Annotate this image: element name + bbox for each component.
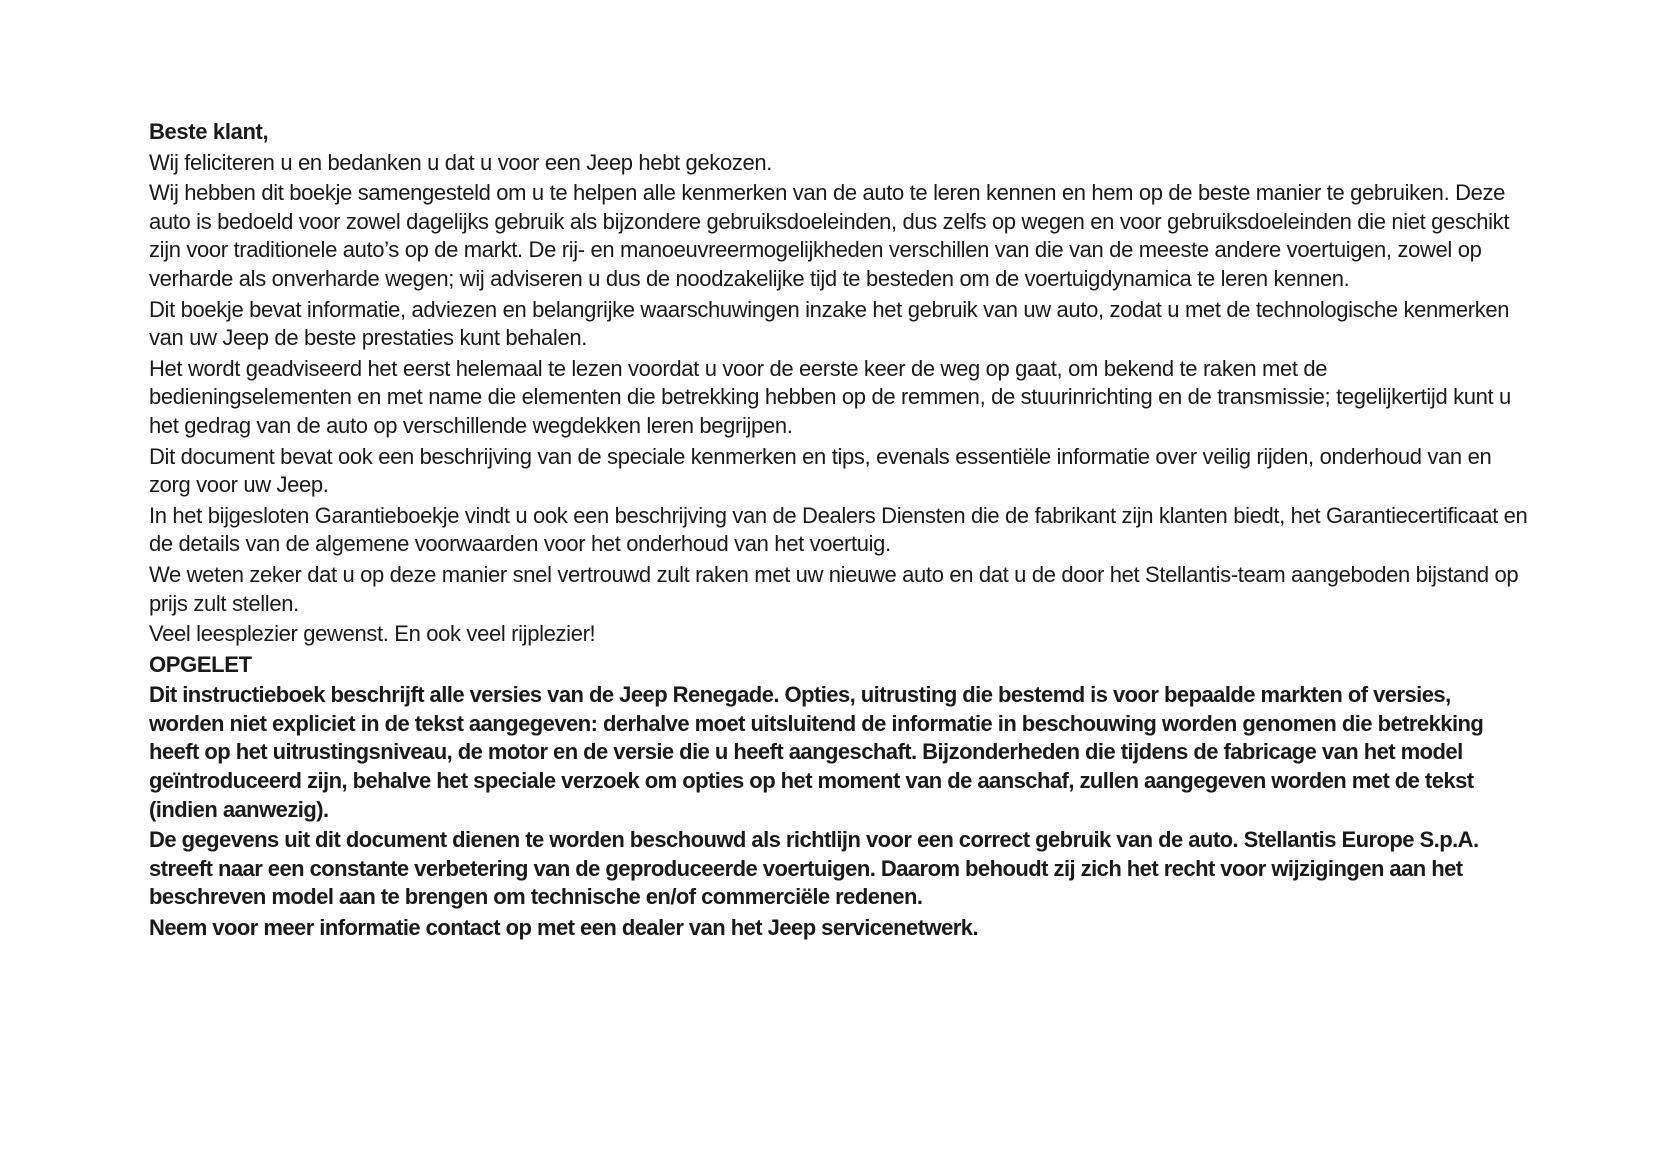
paragraph-purpose: Wij hebben dit boekje samengesteld om u te helpen alle kenmerken van de auto te leren kennen en hem op de beste manier te gebruiken. Deze auto is bedoeld voor zowel dagelijks gebruik als bijzondere gebruiksdoeleinden, dus zelfs op wegen en voor gebruiksdoeleinden die niet geschikt zijn voor traditionele auto’s op de markt. De rij- en manoeuvreermogelijkheden verschillen van die van de meeste andere voertuigen, zowel op verharde als onverharde wegen; wij adviseren u dus de noodzakelijke tijd te besteden om de voertuigdynamica te leren kennen. [149, 180, 1510, 291]
notice-guideline: De gegevens uit dit document dienen te worden beschouwd als richtlijn voor een correct gebruik van de auto. Stellantis Europe S.p.A. streeft naar een constante verbetering van de geproduceerde voertuigen. Daarom behoudt zij zich het recht voor wijzigingen aan het beschreven model aan te brengen om technische en/of commerciële redenen. [149, 827, 1479, 910]
paragraph-assurance: We weten zeker dat u op deze manier snel vertrouwd zult raken met uw nieuwe auto en dat u de door het Stellantis-team aangeboden bijstand op prijs zult stellen. [149, 561, 1519, 616]
greeting: Beste klant, [149, 119, 269, 144]
paragraph-warranty: In het bijgesloten Garantieboekje vindt u ook een beschrijving van de Dealers Diensten die de fabrikant zijn klanten biedt, het Garantiecertificaat en de details van de algemene voorwaarden voor het onderhoud van het voertuig. [149, 502, 1528, 557]
document-body [149, 118, 1529, 945]
paragraph-reading-advice: Het wordt geadviseerd het eerst helemaal te lezen voordat u voor de eerste keer de weg op gaat, om bekend te raken met de bedieningselementen en met name die elementen die betrekking hebben op de remmen, de stuurinrichting en de transmissie; tegelijkertijd kunt u het gedrag van de auto op verschillende wegdekken leren begrijpen. [149, 355, 1511, 438]
notice-contact: Neem voor meer informatie contact op met een dealer van het Jeep servicenetwerk. [149, 915, 979, 941]
paragraph-document-scope: Dit document bevat ook een beschrijving van de speciale kenmerken en tips, evenals essentiële informatie over veilig rijden, onderhoud van en zorg voor uw Jeep. [149, 443, 1492, 498]
notice-versions: Dit instructieboek beschrijft alle versies van de Jeep Renegade. Opties, uitrusting die bestemd is voor bepaalde markten of versies, worden niet expliciet in de tekst aangegeven: derhalve moet uitsluitend de informatie in beschouwing worden genomen die betrekking heeft op het uitrustingsniveau, de motor en de versie die u heeft aangeschaft. Bijzonderheden die tijdens de fabricage van het model geïntroduceerd zijn, behalve het speciale verzoek om opties op het moment van de aanschaf, zullen aangegeven worden met de tekst (indien aanwezig). [149, 682, 1484, 822]
paragraph-congratulations: Wij feliciteren u en bedanken u dat u voor een Jeep hebt gekozen. [149, 149, 773, 175]
notice-title: OPGELET [149, 651, 252, 677]
paragraph-closing: Veel leesplezier gewenst. En ook veel rijplezier! [149, 621, 596, 647]
paragraph-contents: Dit boekje bevat informatie, adviezen en belangrijke waarschuwingen inzake het gebruik van uw auto, zodat u met de technologische kenmerken van uw Jeep de beste prestaties kunt behalen. [149, 296, 1510, 351]
